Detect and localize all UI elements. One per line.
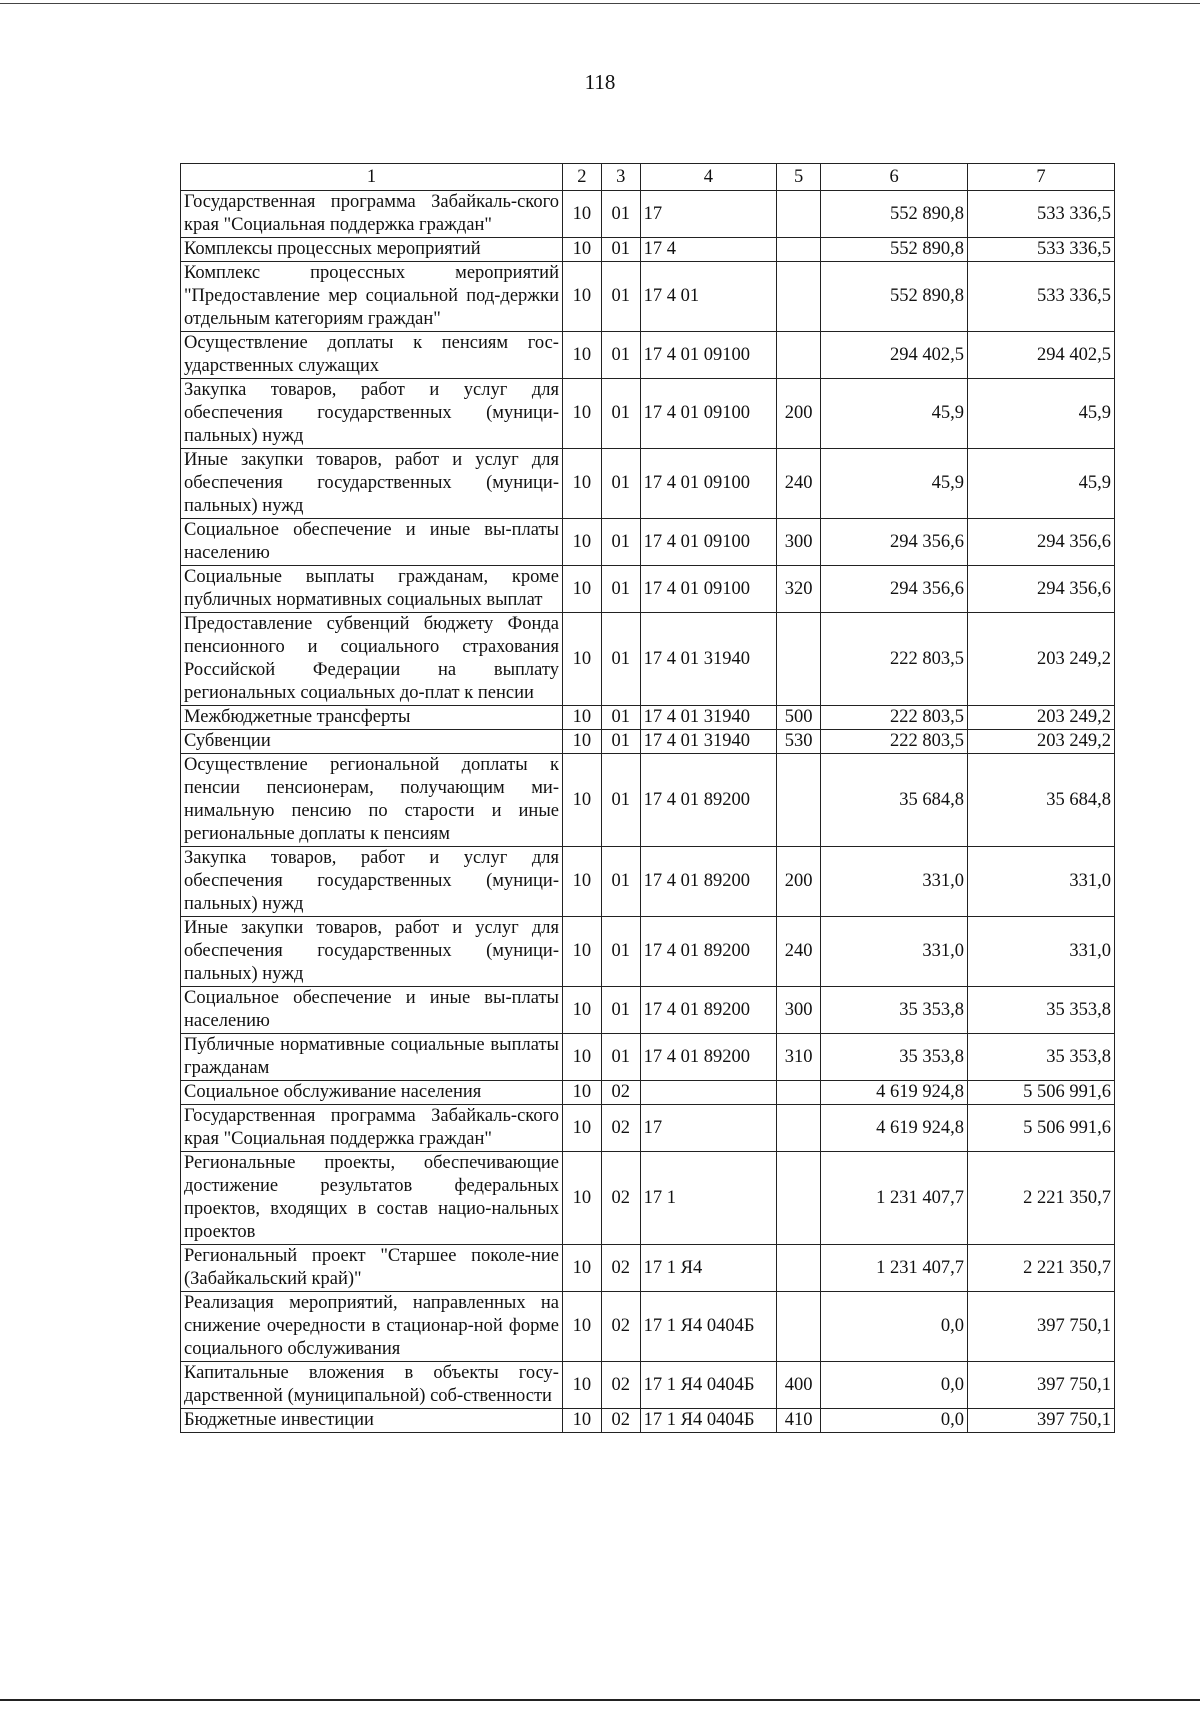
target-article-cell: 17 4 01 09100 (640, 566, 776, 613)
section-code-cell: 10 (562, 379, 601, 449)
table-row (181, 754, 1115, 847)
subsection-code-cell: 01 (601, 987, 640, 1034)
row-name-cell: Реализация мероприятий, направленных на снижение очередности в стационар-ной форме социального обслуживания (181, 1292, 563, 1362)
subsection-code-cell: 01 (601, 238, 640, 262)
section-code-cell: 10 (562, 566, 601, 613)
target-article-cell: 17 1 Я4 (640, 1245, 776, 1292)
expense-type-cell: 500 (777, 706, 821, 730)
amount-year2-cell: 2 221 350,7 (968, 1245, 1115, 1292)
amount-year2-cell: 35 353,8 (968, 987, 1115, 1034)
header-cell-1: 1 (181, 164, 563, 191)
amount-year1-cell: 4 619 924,8 (821, 1081, 968, 1105)
subsection-code-cell: 02 (601, 1081, 640, 1105)
amount-year2-cell: 331,0 (968, 917, 1115, 987)
amount-year1-cell: 552 890,8 (821, 238, 968, 262)
expense-type-cell (777, 1081, 821, 1105)
expense-type-cell: 300 (777, 987, 821, 1034)
amount-year1-cell: 294 356,6 (821, 566, 968, 613)
section-code-cell: 10 (562, 613, 601, 706)
amount-year2-cell: 5 506 991,6 (968, 1105, 1115, 1152)
header-cell-7: 7 (968, 164, 1115, 191)
amount-year2-cell: 294 402,5 (968, 332, 1115, 379)
section-code-cell: 10 (562, 1152, 601, 1245)
row-name-cell: Бюджетные инвестиции (181, 1409, 563, 1433)
target-article-cell: 17 4 01 89200 (640, 917, 776, 987)
table-row (181, 1409, 1115, 1433)
subsection-code-cell: 01 (601, 706, 640, 730)
target-article-cell: 17 1 Я4 0404Б (640, 1292, 776, 1362)
expense-type-cell (777, 238, 821, 262)
amount-year2-cell: 45,9 (968, 449, 1115, 519)
section-code-cell: 10 (562, 917, 601, 987)
section-code-cell: 10 (562, 987, 601, 1034)
row-name-cell: Закупка товаров, работ и услуг для обеспечения государственных (муници-пальных) нужд (181, 379, 563, 449)
table-row (181, 519, 1115, 566)
row-name-cell: Предоставление субвенций бюджету Фонда пенсионного и социального страхования Российской Федерации на выплату региональных социальных до-плат к пенсии (181, 613, 563, 706)
table-row (181, 917, 1115, 987)
table-row (181, 566, 1115, 613)
section-code-cell: 10 (562, 754, 601, 847)
row-name-cell: Иные закупки товаров, работ и услуг для обеспечения государственных (муници-пальных) нужд (181, 917, 563, 987)
expense-type-cell: 530 (777, 730, 821, 754)
subsection-code-cell: 02 (601, 1409, 640, 1433)
amount-year1-cell: 0,0 (821, 1409, 968, 1433)
scan-edge-top (0, 3, 1200, 4)
section-code-cell: 10 (562, 191, 601, 238)
amount-year1-cell: 222 803,5 (821, 706, 968, 730)
amount-year1-cell: 331,0 (821, 847, 968, 917)
expense-type-cell (777, 191, 821, 238)
target-article-cell: 17 1 (640, 1152, 776, 1245)
row-name-cell: Капитальные вложения в объекты госу-дарственной (муниципальной) соб-ственности (181, 1362, 563, 1409)
section-code-cell: 10 (562, 1362, 601, 1409)
amount-year1-cell: 0,0 (821, 1362, 968, 1409)
amount-year2-cell: 35 684,8 (968, 754, 1115, 847)
target-article-cell: 17 4 01 31940 (640, 730, 776, 754)
amount-year1-cell: 0,0 (821, 1292, 968, 1362)
target-article-cell: 17 4 01 31940 (640, 613, 776, 706)
expense-type-cell: 300 (777, 519, 821, 566)
section-code-cell: 10 (562, 1105, 601, 1152)
amount-year2-cell: 397 750,1 (968, 1409, 1115, 1433)
amount-year2-cell: 533 336,5 (968, 238, 1115, 262)
section-code-cell: 10 (562, 1034, 601, 1081)
amount-year2-cell: 203 249,2 (968, 730, 1115, 754)
amount-year1-cell: 35 353,8 (821, 1034, 968, 1081)
subsection-code-cell: 01 (601, 754, 640, 847)
header-cell-6: 6 (821, 164, 968, 191)
section-code-cell: 10 (562, 1081, 601, 1105)
target-article-cell: 17 (640, 191, 776, 238)
target-article-cell: 17 4 01 (640, 262, 776, 332)
amount-year2-cell: 203 249,2 (968, 706, 1115, 730)
section-code-cell: 10 (562, 1409, 601, 1433)
target-article-cell: 17 4 01 89200 (640, 847, 776, 917)
expense-type-cell (777, 754, 821, 847)
amount-year1-cell: 294 402,5 (821, 332, 968, 379)
row-name-cell: Субвенции (181, 730, 563, 754)
row-name-cell: Региональный проект "Старшее поколе-ние (Забайкальский край)" (181, 1245, 563, 1292)
amount-year2-cell: 203 249,2 (968, 613, 1115, 706)
amount-year2-cell: 331,0 (968, 847, 1115, 917)
row-name-cell: Межбюджетные трансферты (181, 706, 563, 730)
expense-type-cell: 310 (777, 1034, 821, 1081)
subsection-code-cell: 01 (601, 613, 640, 706)
row-name-cell: Комплексы процессных мероприятий (181, 238, 563, 262)
section-code-cell: 10 (562, 262, 601, 332)
expense-type-cell (777, 332, 821, 379)
section-code-cell: 10 (562, 730, 601, 754)
amount-year1-cell: 4 619 924,8 (821, 1105, 968, 1152)
expense-type-cell (777, 1105, 821, 1152)
amount-year1-cell: 45,9 (821, 449, 968, 519)
amount-year1-cell: 1 231 407,7 (821, 1152, 968, 1245)
table-header-row (181, 164, 1115, 191)
row-name-cell: Государственная программа Забайкаль-ского края "Социальная поддержка граждан" (181, 1105, 563, 1152)
table-row (181, 332, 1115, 379)
table-row (181, 191, 1115, 238)
table-row (181, 238, 1115, 262)
amount-year2-cell: 533 336,5 (968, 191, 1115, 238)
table-row (181, 1034, 1115, 1081)
subsection-code-cell: 01 (601, 332, 640, 379)
target-article-cell: 17 4 01 09100 (640, 379, 776, 449)
row-name-cell: Социальные выплаты гражданам, кроме публичных нормативных социальных выплат (181, 566, 563, 613)
scan-edge-bottom (0, 1699, 1200, 1701)
target-article-cell: 17 4 (640, 238, 776, 262)
expense-type-cell: 400 (777, 1362, 821, 1409)
target-article-cell: 17 1 Я4 0404Б (640, 1362, 776, 1409)
table-row (181, 449, 1115, 519)
table-row (181, 1292, 1115, 1362)
expense-type-cell (777, 613, 821, 706)
expense-type-cell: 240 (777, 449, 821, 519)
subsection-code-cell: 02 (601, 1362, 640, 1409)
table-row (181, 262, 1115, 332)
subsection-code-cell: 01 (601, 730, 640, 754)
amount-year1-cell: 45,9 (821, 379, 968, 449)
row-name-cell: Осуществление региональной доплаты к пенсии пенсионерам, получающим ми-нимальную пенсию по старости и иные региональные доплаты к пенсиям (181, 754, 563, 847)
amount-year1-cell: 552 890,8 (821, 191, 968, 238)
header-cell-2: 2 (562, 164, 601, 191)
subsection-code-cell: 01 (601, 1034, 640, 1081)
amount-year1-cell: 552 890,8 (821, 262, 968, 332)
table-row (181, 706, 1115, 730)
target-article-cell: 17 4 01 09100 (640, 519, 776, 566)
target-article-cell: 17 (640, 1105, 776, 1152)
page-number: 118 (584, 70, 616, 94)
amount-year1-cell: 222 803,5 (821, 613, 968, 706)
expense-type-cell: 200 (777, 379, 821, 449)
section-code-cell: 10 (562, 519, 601, 566)
subsection-code-cell: 02 (601, 1105, 640, 1152)
expense-type-cell (777, 1292, 821, 1362)
expense-type-cell (777, 1152, 821, 1245)
header-cell-5: 5 (777, 164, 821, 191)
amount-year2-cell: 45,9 (968, 379, 1115, 449)
table-row (181, 1152, 1115, 1245)
section-code-cell: 10 (562, 706, 601, 730)
amount-year1-cell: 1 231 407,7 (821, 1245, 968, 1292)
target-article-cell: 17 4 01 89200 (640, 1034, 776, 1081)
amount-year2-cell: 397 750,1 (968, 1292, 1115, 1362)
amount-year2-cell: 294 356,6 (968, 566, 1115, 613)
amount-year1-cell: 331,0 (821, 917, 968, 987)
target-article-cell (640, 1081, 776, 1105)
budget-table (180, 163, 1115, 1433)
header-cell-3: 3 (601, 164, 640, 191)
amount-year2-cell: 35 353,8 (968, 1034, 1115, 1081)
table-row (181, 379, 1115, 449)
subsection-code-cell: 01 (601, 262, 640, 332)
target-article-cell: 17 4 01 09100 (640, 332, 776, 379)
table-row (181, 1362, 1115, 1409)
table-row (181, 987, 1115, 1034)
table-row (181, 847, 1115, 917)
section-code-cell: 10 (562, 847, 601, 917)
target-article-cell: 17 4 01 09100 (640, 449, 776, 519)
section-code-cell: 10 (562, 1292, 601, 1362)
row-name-cell: Закупка товаров, работ и услуг для обеспечения государственных (муници-пальных) нужд (181, 847, 563, 917)
table-row (181, 1105, 1115, 1152)
row-name-cell: Публичные нормативные социальные выплаты гражданам (181, 1034, 563, 1081)
expense-type-cell (777, 262, 821, 332)
subsection-code-cell: 01 (601, 191, 640, 238)
section-code-cell: 10 (562, 449, 601, 519)
row-name-cell: Иные закупки товаров, работ и услуг для обеспечения государственных (муници-пальных) нужд (181, 449, 563, 519)
section-code-cell: 10 (562, 238, 601, 262)
subsection-code-cell: 02 (601, 1245, 640, 1292)
section-code-cell: 10 (562, 332, 601, 379)
row-name-cell: Региональные проекты, обеспечивающие достижение результатов федеральных проектов, входящих в состав нацио-нальных проектов (181, 1152, 563, 1245)
subsection-code-cell: 01 (601, 917, 640, 987)
subsection-code-cell: 02 (601, 1152, 640, 1245)
target-article-cell: 17 4 01 31940 (640, 706, 776, 730)
row-name-cell: Осуществление доплаты к пенсиям гос-ударственных служащих (181, 332, 563, 379)
expense-type-cell: 320 (777, 566, 821, 613)
subsection-code-cell: 01 (601, 449, 640, 519)
amount-year1-cell: 35 353,8 (821, 987, 968, 1034)
target-article-cell: 17 1 Я4 0404Б (640, 1409, 776, 1433)
table-row (181, 1245, 1115, 1292)
amount-year2-cell: 533 336,5 (968, 262, 1115, 332)
row-name-cell: Государственная программа Забайкаль-ского края "Социальная поддержка граждан" (181, 191, 563, 238)
amount-year2-cell: 5 506 991,6 (968, 1081, 1115, 1105)
expense-type-cell (777, 1245, 821, 1292)
subsection-code-cell: 02 (601, 1292, 640, 1362)
row-name-cell: Социальное обеспечение и иные вы-платы населению (181, 987, 563, 1034)
expense-type-cell: 240 (777, 917, 821, 987)
header-cell-4: 4 (640, 164, 776, 191)
amount-year2-cell: 397 750,1 (968, 1362, 1115, 1409)
target-article-cell: 17 4 01 89200 (640, 987, 776, 1034)
expense-type-cell: 200 (777, 847, 821, 917)
target-article-cell: 17 4 01 89200 (640, 754, 776, 847)
row-name-cell: Социальное обслуживание населения (181, 1081, 563, 1105)
subsection-code-cell: 01 (601, 379, 640, 449)
table-row (181, 1081, 1115, 1105)
amount-year1-cell: 294 356,6 (821, 519, 968, 566)
amount-year1-cell: 35 684,8 (821, 754, 968, 847)
subsection-code-cell: 01 (601, 566, 640, 613)
table-row (181, 613, 1115, 706)
table-row (181, 730, 1115, 754)
amount-year1-cell: 222 803,5 (821, 730, 968, 754)
section-code-cell: 10 (562, 1245, 601, 1292)
subsection-code-cell: 01 (601, 847, 640, 917)
row-name-cell: Социальное обеспечение и иные вы-платы населению (181, 519, 563, 566)
expense-type-cell: 410 (777, 1409, 821, 1433)
subsection-code-cell: 01 (601, 519, 640, 566)
amount-year2-cell: 294 356,6 (968, 519, 1115, 566)
amount-year2-cell: 2 221 350,7 (968, 1152, 1115, 1245)
row-name-cell: Комплекс процессных мероприятий "Предоставление мер социальной под-держки отдельным категориям граждан" (181, 262, 563, 332)
